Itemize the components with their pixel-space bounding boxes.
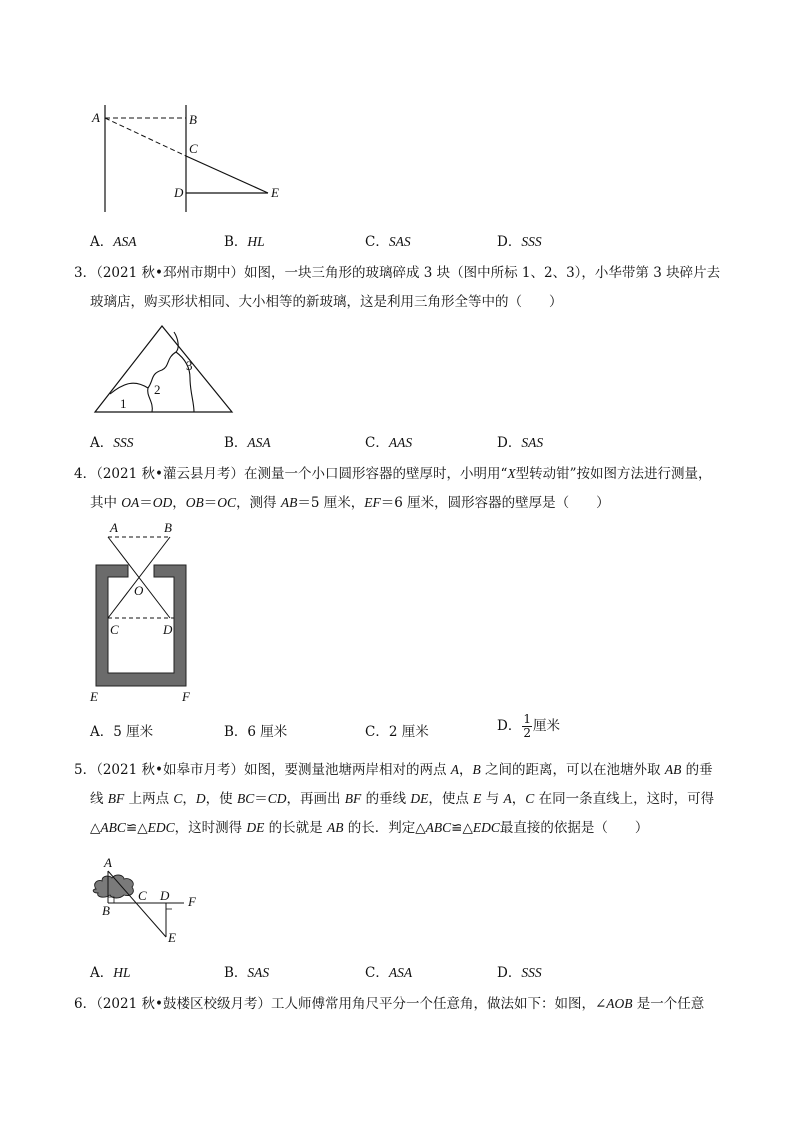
label-A: A [104,855,112,870]
math-BC: BC [236,791,255,806]
math-D: D [195,791,206,806]
math-C: C [525,791,535,806]
text: ，再画出 [286,791,345,807]
label-O: O [134,583,144,598]
label-F: F [188,894,196,909]
option-value: 6 厘米 [247,724,288,740]
text: ＝6 厘米，圆形容器的壁厚是（ ） [380,495,610,511]
piece-2-label: 2 [154,382,161,397]
text: ， [511,791,526,807]
label-E: E [90,689,98,704]
math-OA: OA [121,495,140,510]
option-key: C． [365,724,389,740]
text: △ [462,820,473,836]
label-D: D [163,622,173,637]
text: ， [172,495,186,511]
option-key: A． [90,965,114,981]
option-key: D． [497,965,522,981]
text: ＝ [254,791,268,807]
option-value: ASA [388,965,413,980]
label-C: C [189,141,198,156]
text: ，使 [205,791,237,807]
label-A: A [92,110,100,125]
q5-option-d[interactable] [497,961,542,981]
text: 的长就是 [264,820,327,836]
option-value: HL [247,234,265,249]
label-F: F [182,689,190,704]
text: 的长．判定 [343,820,416,836]
figure-q2 [88,100,288,215]
text: 最直接的依据是（ ） [499,820,649,836]
text: ，测得 [236,495,281,511]
option-key: D． [497,435,522,451]
option-key: D． [497,234,522,250]
text: ， [459,762,473,778]
option-key: A． [90,435,114,451]
option-key: C． [365,435,389,451]
option-value: SSS [113,435,134,450]
text: ≌ [125,820,138,836]
figure-q3-glass-triangle [90,322,240,417]
math-OB: OB [185,495,204,510]
q4-option-d[interactable] [497,713,560,740]
label-D: D [174,185,184,200]
math-A: A [450,762,459,777]
option-value: HL [113,965,131,980]
text: 是一个任意 [632,996,705,1012]
math-A: A [503,791,512,806]
option-key: B． [224,234,248,250]
math-OD: OD [152,495,173,510]
option-key: A． [90,234,114,250]
text: ＝ [203,495,218,511]
text: 的垂 [681,762,713,778]
fraction-numerator: 1 [523,712,531,726]
text: △ [137,820,148,836]
math-AOB: AOB [606,996,633,1011]
text: 在同一条直线上，这时，可得 [534,791,715,807]
math-OC: OC [217,495,237,510]
option-value: SAS [521,435,544,450]
text: ＝5 厘米， [297,495,365,511]
q2-option-c[interactable] [365,230,411,250]
q4-option-c[interactable] [365,720,429,740]
text: 型转动钳”按如图方法进行测量， [515,466,712,482]
label-A: A [110,520,118,535]
option-key: A． [90,724,114,740]
option-key: B． [224,965,248,981]
q5-option-a[interactable] [90,961,131,981]
text: 与 [481,791,504,807]
option-value: SAS [247,965,270,980]
text: △ [415,820,426,836]
label-E: E [168,930,176,945]
text: 上两点 [124,791,174,807]
piece-3-label: 3 [186,358,193,373]
q4-line2 [90,494,610,512]
q3-option-b[interactable] [224,431,271,451]
math-CD: CD [267,791,287,806]
label-C: C [138,888,147,903]
text: ，使点 [428,791,474,807]
option-key: B． [224,724,248,740]
q5-line2 [90,790,714,808]
option-value: AAS [388,435,413,450]
math-X: X [507,466,516,481]
q5-line1 [74,761,713,779]
math-EDC: EDC [472,820,500,835]
option-value: SSS [521,234,542,249]
math-B: B [472,762,481,777]
math-DE: DE [246,820,265,835]
q3-option-c[interactable] [365,431,412,451]
math-AB: AB [664,762,682,777]
q4-option-b[interactable] [224,720,287,740]
text: 其中 [90,495,122,511]
q5-option-b[interactable] [224,961,269,981]
fraction-denominator: 2 [523,726,531,740]
q2-option-b[interactable] [224,230,265,250]
q4-option-a[interactable] [90,720,153,740]
option-value: SSS [521,965,542,980]
q3-line2: 玻璃店，购买形状相同、大小相等的新玻璃，这是利用三角形全等中的（ ） [90,294,563,310]
text: 线 [90,791,108,807]
label-B: B [102,903,110,918]
option-key: B． [224,435,248,451]
text: ，这时测得 [174,820,247,836]
q3-line1: 3．（2021 秋•邳州市期中）如图，一块三角形的玻璃碎成 3 块（图中所标 1、2、3），小华带第 3 块碎片去 [74,265,721,281]
piece-1-label: 1 [120,396,127,411]
option-value: ASA [113,234,137,249]
math-AB: AB [326,820,344,835]
math-DE: DE [410,791,429,806]
label-C: C [110,622,119,637]
text: 的垂线 [361,791,411,807]
text: 4．（2021 秋•灌云县月考）在测量一个小口圆形容器的壁厚时，小明用“ [74,466,508,482]
label-D: D [160,888,170,903]
option-key: C． [365,965,389,981]
math-C: C [173,791,183,806]
label-E: E [271,185,279,200]
q3-option-a[interactable] [90,431,134,451]
label-B: B [189,112,197,127]
text: 5．（2021 秋•如皋市月考）如图，要测量池塘两岸相对的两点 [74,762,451,778]
option-value: ASA [247,435,271,450]
option-value: SAS [388,234,411,249]
label-B: B [164,520,172,535]
math-AB: AB [280,495,298,510]
q2-option-d[interactable] [497,230,542,250]
option-key: C． [365,234,389,250]
math-ABC: ABC [100,820,126,835]
text: ＝ [139,495,153,511]
text: 6．（2021 秋•鼓楼区校级月考）工人师傅常用角尺平分一个任意角，做法如下：如图，∠ [74,996,607,1012]
math-BF: BF [344,791,362,806]
q5-option-c[interactable] [365,961,412,981]
q5-line3 [90,819,648,837]
math-ABC: ABC [425,820,452,835]
q6-line1 [74,995,704,1013]
text: ≌ [451,820,463,836]
q2-option-a[interactable] [90,230,137,250]
figure-q5-pond [88,853,213,945]
fraction-one-half [522,713,532,740]
math-EF: EF [364,495,381,510]
option-value: 2 厘米 [388,724,429,740]
math-BF: BF [107,791,125,806]
q3-option-d[interactable] [497,431,543,451]
text: 之间的距离，可以在池塘外取 [480,762,665,778]
figure-q4-container [86,518,206,706]
q4-line1 [74,465,712,483]
math-E: E [473,791,482,806]
option-value: 5 厘米 [113,724,154,740]
text: △ [90,820,101,836]
option-key: D． [497,718,522,734]
math-EDC: EDC [147,820,175,835]
text: ， [182,791,196,807]
option-unit: 厘米 [532,718,560,734]
